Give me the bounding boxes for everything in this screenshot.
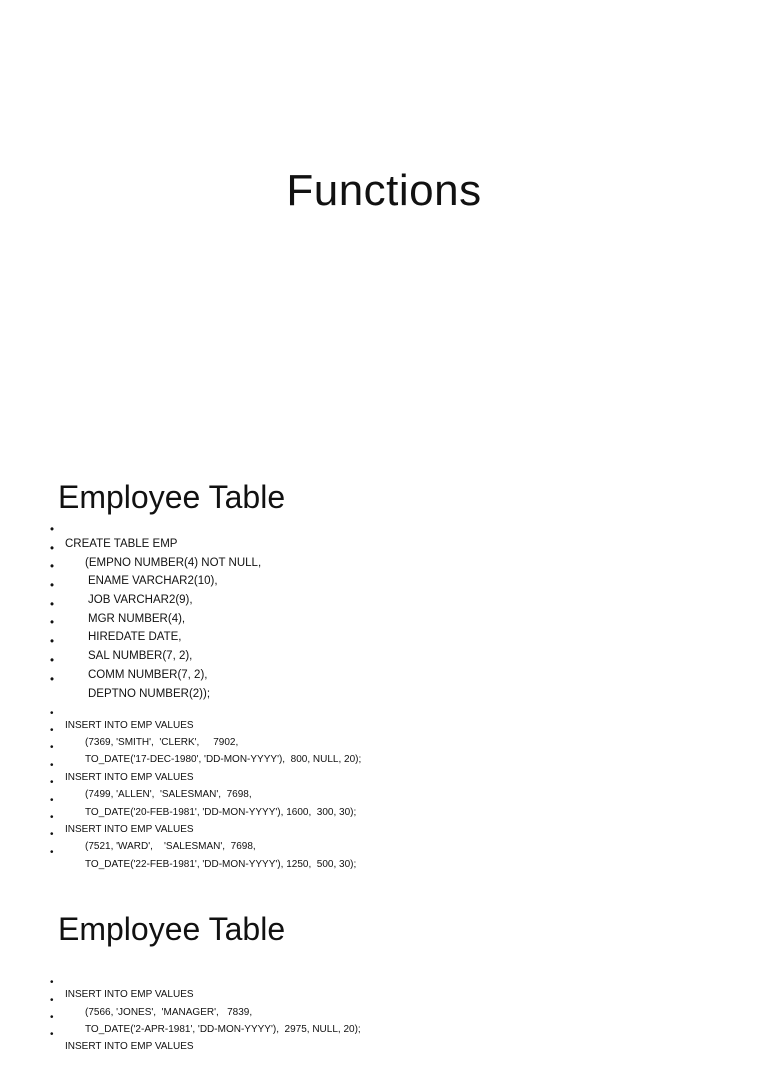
code-line: (7566, 'JONES', 'MANAGER', 7839, [85, 1007, 253, 1018]
slide-heading: Employee Table [58, 479, 286, 515]
code-line: ENAME VARCHAR2(10), [88, 575, 218, 587]
bullet-icon: • [50, 524, 55, 536]
code-line: INSERT INTO EMP VALUES [65, 989, 194, 1000]
bullet-icon: • [50, 674, 55, 686]
bullet-icon: • [50, 1012, 54, 1023]
bullet-icon: • [50, 795, 54, 806]
list-item [0, 1017, 194, 1065]
slide-heading: Employee Table [58, 911, 286, 947]
code-line: (7369, 'SMITH', 'CLERK', 7902, [85, 737, 239, 748]
code-line: (7521, 'WARD', 'SALESMAN', 7698, [85, 841, 256, 852]
code-line: TO_DATE('2-APR-1981', 'DD-MON-YYYY'), 2975, NULL, 20); [85, 1024, 361, 1035]
bullet-icon: • [50, 742, 54, 753]
code-line: JOB VARCHAR2(9), [88, 594, 193, 606]
bullet-icon: • [50, 829, 54, 840]
code-line: (EMPNO NUMBER(4) NOT NULL, [85, 557, 262, 569]
bullet-icon: • [50, 1029, 54, 1040]
code-line: TO_DATE('22-FEB-1981', 'DD-MON-YYYY'), 1250, 500, 30); [85, 859, 357, 870]
slide-title: Functions [286, 166, 482, 215]
bullet-icon: • [50, 777, 54, 788]
bullet-icon: • [50, 636, 55, 648]
code-line: (7499, 'ALLEN', 'SALESMAN', 7698, [85, 789, 252, 800]
code-line: HIREDATE DATE, [88, 631, 182, 643]
bullet-icon: • [50, 599, 55, 611]
bullet-icon: • [50, 812, 54, 823]
code-line: CREATE TABLE EMP [65, 538, 178, 550]
bullet-icon: • [50, 725, 54, 736]
code-line: INSERT INTO EMP VALUES [65, 772, 194, 783]
bullet-icon: • [50, 655, 55, 667]
code-line: INSERT INTO EMP VALUES [65, 1041, 194, 1052]
bullet-icon: • [50, 543, 55, 555]
bullet-icon: • [50, 580, 55, 592]
code-line: TO_DATE('20-FEB-1981', 'DD-MON-YYYY'), 1600, 300, 30); [85, 807, 357, 818]
bullet-icon: • [50, 760, 54, 771]
code-line: DEPTNO NUMBER(2)); [88, 688, 211, 700]
code-line: TO_DATE('17-DEC-1980', 'DD-MON-YYYY'), 800, NULL, 20); [85, 754, 362, 765]
code-line: INSERT INTO EMP VALUES [65, 824, 194, 835]
code-line: MGR NUMBER(4), [88, 613, 186, 625]
bullet-icon: • [50, 977, 54, 988]
code-line: SAL NUMBER(7, 2), [88, 650, 193, 662]
bullet-icon: • [50, 561, 55, 573]
bullet-icon: • [50, 617, 55, 629]
code-line: INSERT INTO EMP VALUES [65, 720, 194, 731]
code-line: COMM NUMBER(7, 2), [88, 669, 208, 681]
bullet-icon: • [50, 995, 54, 1006]
bullet-icon: • [50, 708, 54, 719]
bullet-icon: • [50, 847, 54, 858]
